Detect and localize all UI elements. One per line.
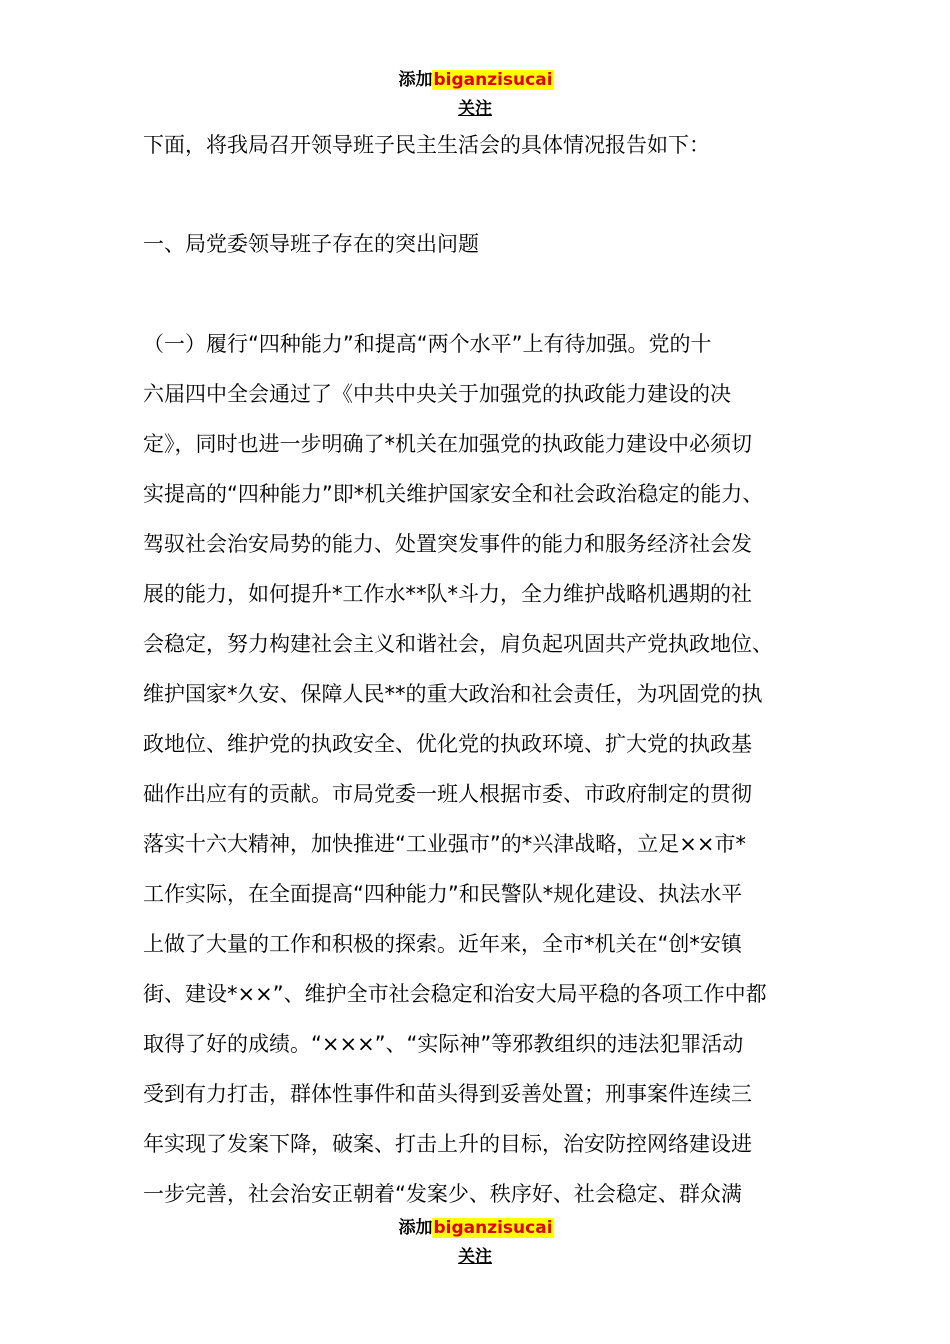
document-body xyxy=(143,123,823,1219)
top-promo-banner xyxy=(0,68,950,126)
body-paragraph xyxy=(143,319,823,1219)
paragraph-line: 会稳定，努力构建社会主义和谐社会，肩负起巩固共产党执政地位、 xyxy=(143,632,773,656)
paragraph-line: 展的能力，如何提升*工作水**队*斗力，全力维护战略机遇期的社 xyxy=(143,582,752,606)
paragraph-line: 落实十六大精神，加快推进“工业强市”的*兴津战略，立足××市* xyxy=(143,832,746,856)
section-heading: 一、局党委领导班子存在的突出问题 xyxy=(143,232,479,256)
paragraph-line: 工作实际，在全面提高“四种能力”和民警队*规化建设、执法水平 xyxy=(143,882,743,906)
wechat-id-highlight: biganzisucai xyxy=(433,1218,553,1238)
promo-emphasis: 关注 xyxy=(458,1247,492,1267)
paragraph-line: 街、建设*××”、维护全市社会稳定和治安大局平稳的各项工作中都 xyxy=(143,982,767,1006)
bottom-promo-banner xyxy=(0,1216,950,1274)
promo-emphasis: 关注 xyxy=(458,99,492,119)
paragraph-line: 础作出应有的贡献。市局党委一班人根据市委、市政府制定的贯彻 xyxy=(143,782,752,806)
paragraph-line: 实提高的“四种能力”即*机关维护国家安全和社会政治稳定的能力、 xyxy=(143,482,764,506)
promo-line-2 xyxy=(0,1245,950,1274)
paragraph-line: （一）履行“四种能力”和提高“两个水平”上有待加强。党的十 xyxy=(143,332,712,356)
paragraph-line: 政地位、维护党的执政安全、优化党的执政环境、扩大党的执政基 xyxy=(143,732,752,756)
promo-emphasis: 添加 xyxy=(398,1218,433,1238)
promo-line-1 xyxy=(0,1216,950,1245)
intro-paragraph: 下面，将我局召开领导班子民主生活会的具体情况报告如下： xyxy=(143,133,710,157)
paragraph-line: 受到有力打击，群体性事件和苗头得到妥善处置；刑事案件连续三 xyxy=(143,1082,752,1106)
promo-line-2 xyxy=(0,97,950,126)
paragraph-line: 上做了大量的工作和积极的探索。近年来，全市*机关在“创*安镇 xyxy=(143,932,742,956)
paragraph-line: 驾驭社会治安局势的能力、处置突发事件的能力和服务经济社会发 xyxy=(143,532,752,556)
paragraph-line: 维护国家*久安、保障人民**的重大政治和社会责任，为巩固党的执 xyxy=(143,682,763,706)
paragraph-line: 六届四中全会通过了《中共中央关于加强党的执政能力建设的决 xyxy=(143,382,731,406)
paragraph-line: 年实现了发案下降，破案、打击上升的目标，治安防控网络建设进 xyxy=(143,1132,752,1156)
paragraph-line: 取得了好的成绩。“×××”、“实际神”等邪教组织的违法犯罪活动 xyxy=(143,1032,744,1056)
wechat-id-highlight: biganzisucai xyxy=(433,70,553,90)
promo-line-1 xyxy=(0,68,950,97)
paragraph-line: 一步完善，社会治安正朝着“发案少、秩序好、社会稳定、群众满 xyxy=(143,1182,742,1206)
promo-emphasis: 添加 xyxy=(398,70,433,90)
paragraph-line: 定》，同时也进一步明确了*机关在加强党的执政能力建设中必须切 xyxy=(143,432,752,456)
